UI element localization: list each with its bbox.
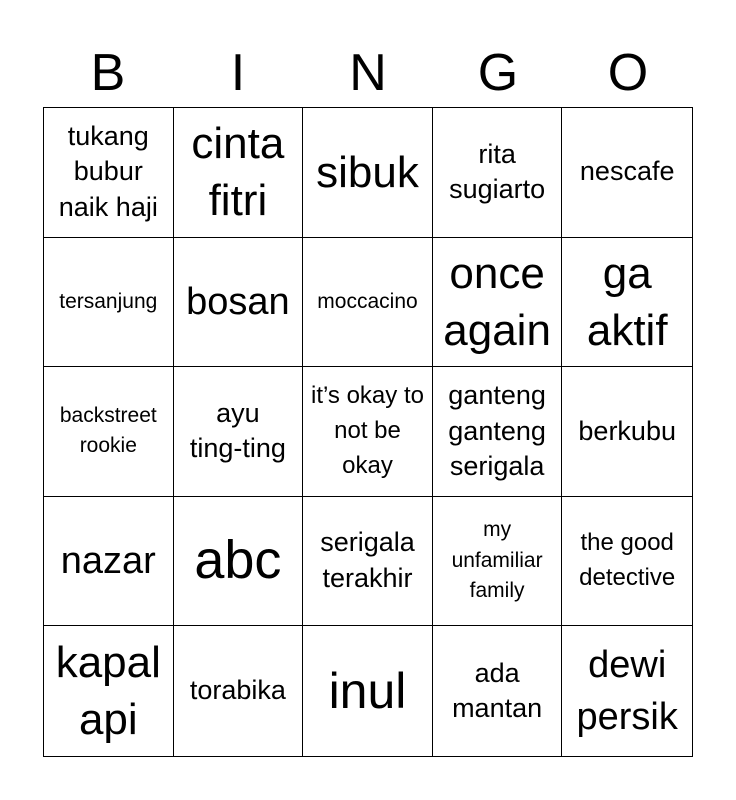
bingo-cell-r2-c4[interactable] xyxy=(433,238,563,368)
bingo-cell-text: inul xyxy=(328,663,407,720)
bingo-cell-text: tukang bubur naik haji xyxy=(58,120,158,223)
bingo-cell-r1-c2[interactable] xyxy=(174,108,304,238)
bingo-cell-text: nescafe xyxy=(579,156,675,187)
bingo-cell-text: bosan xyxy=(186,280,290,323)
bingo-cell-text: serigala terakhir xyxy=(320,527,415,594)
bingo-cell-text: ayu ting-ting xyxy=(189,397,286,464)
bingo-cell-text: once again xyxy=(443,248,551,355)
bingo-cell-r3-c4[interactable] xyxy=(433,367,563,497)
header-letter-n: N xyxy=(349,44,387,102)
bingo-cell-r4-c5[interactable] xyxy=(562,497,692,627)
bingo-cell-r4-c1[interactable] xyxy=(44,497,174,627)
bingo-cell-r2-c3[interactable] xyxy=(303,238,433,368)
bingo-cell-text: rita sugiarto xyxy=(449,138,546,205)
bingo-cell-r2-c5[interactable] xyxy=(562,238,692,368)
bingo-cell-r3-c3[interactable] xyxy=(303,367,433,497)
bingo-header xyxy=(43,40,693,106)
header-letter-o: O xyxy=(607,44,649,102)
bingo-cell-r3-c2[interactable] xyxy=(174,367,304,497)
bingo-cell-text: moccacino xyxy=(317,289,418,313)
bingo-cell-text: sibuk xyxy=(316,147,419,197)
bingo-cell-text: my unfamiliar family xyxy=(451,518,543,603)
bingo-cell-text: nazar xyxy=(60,539,156,582)
bingo-cell-r4-c4[interactable] xyxy=(433,497,563,627)
bingo-cell-r1-c5[interactable] xyxy=(562,108,692,238)
bingo-cell-r3-c5[interactable] xyxy=(562,367,692,497)
bingo-board xyxy=(43,107,693,757)
bingo-cell-r2-c1[interactable] xyxy=(44,238,174,368)
header-letter-i: I xyxy=(230,44,246,102)
bingo-cell-r4-c2[interactable] xyxy=(174,497,304,627)
bingo-cell-text: ga aktif xyxy=(586,248,668,355)
bingo-cell-r2-c2[interactable] xyxy=(174,238,304,368)
bingo-cell-text: dewi persik xyxy=(576,643,678,739)
bingo-cell-r5-c2[interactable] xyxy=(174,626,304,756)
bingo-cell-text: abc xyxy=(194,530,282,591)
bingo-cell-text: cinta fitri xyxy=(191,119,285,226)
bingo-cell-text: ada mantan xyxy=(452,657,543,724)
bingo-cell-r1-c4[interactable] xyxy=(433,108,563,238)
bingo-cell-text: torabika xyxy=(189,675,286,706)
header-letter-g: G xyxy=(477,44,519,102)
bingo-cell-r5-c5[interactable] xyxy=(562,626,692,756)
bingo-cell-text: kapal api xyxy=(55,638,161,745)
bingo-cell-r1-c1[interactable] xyxy=(44,108,174,238)
header-letter-b: B xyxy=(90,44,126,102)
bingo-cell-text: tersanjung xyxy=(59,289,158,313)
bingo-cell-text: berkubu xyxy=(578,415,676,446)
bingo-cell-r5-c4[interactable] xyxy=(433,626,563,756)
bingo-cell-text: the good detective xyxy=(579,529,676,592)
bingo-cell-text: backstreet rookie xyxy=(59,404,157,458)
bingo-cell-r4-c3[interactable] xyxy=(303,497,433,627)
bingo-cell-text: it’s okay to not be okay xyxy=(311,382,424,479)
bingo-cell-r1-c3[interactable] xyxy=(303,108,433,238)
bingo-cell-r5-c3[interactable] xyxy=(303,626,433,756)
bingo-cell-text: ganteng ganteng serigala xyxy=(448,380,546,482)
bingo-cell-r5-c1[interactable] xyxy=(44,626,174,756)
bingo-cell-r3-c1[interactable] xyxy=(44,367,174,497)
